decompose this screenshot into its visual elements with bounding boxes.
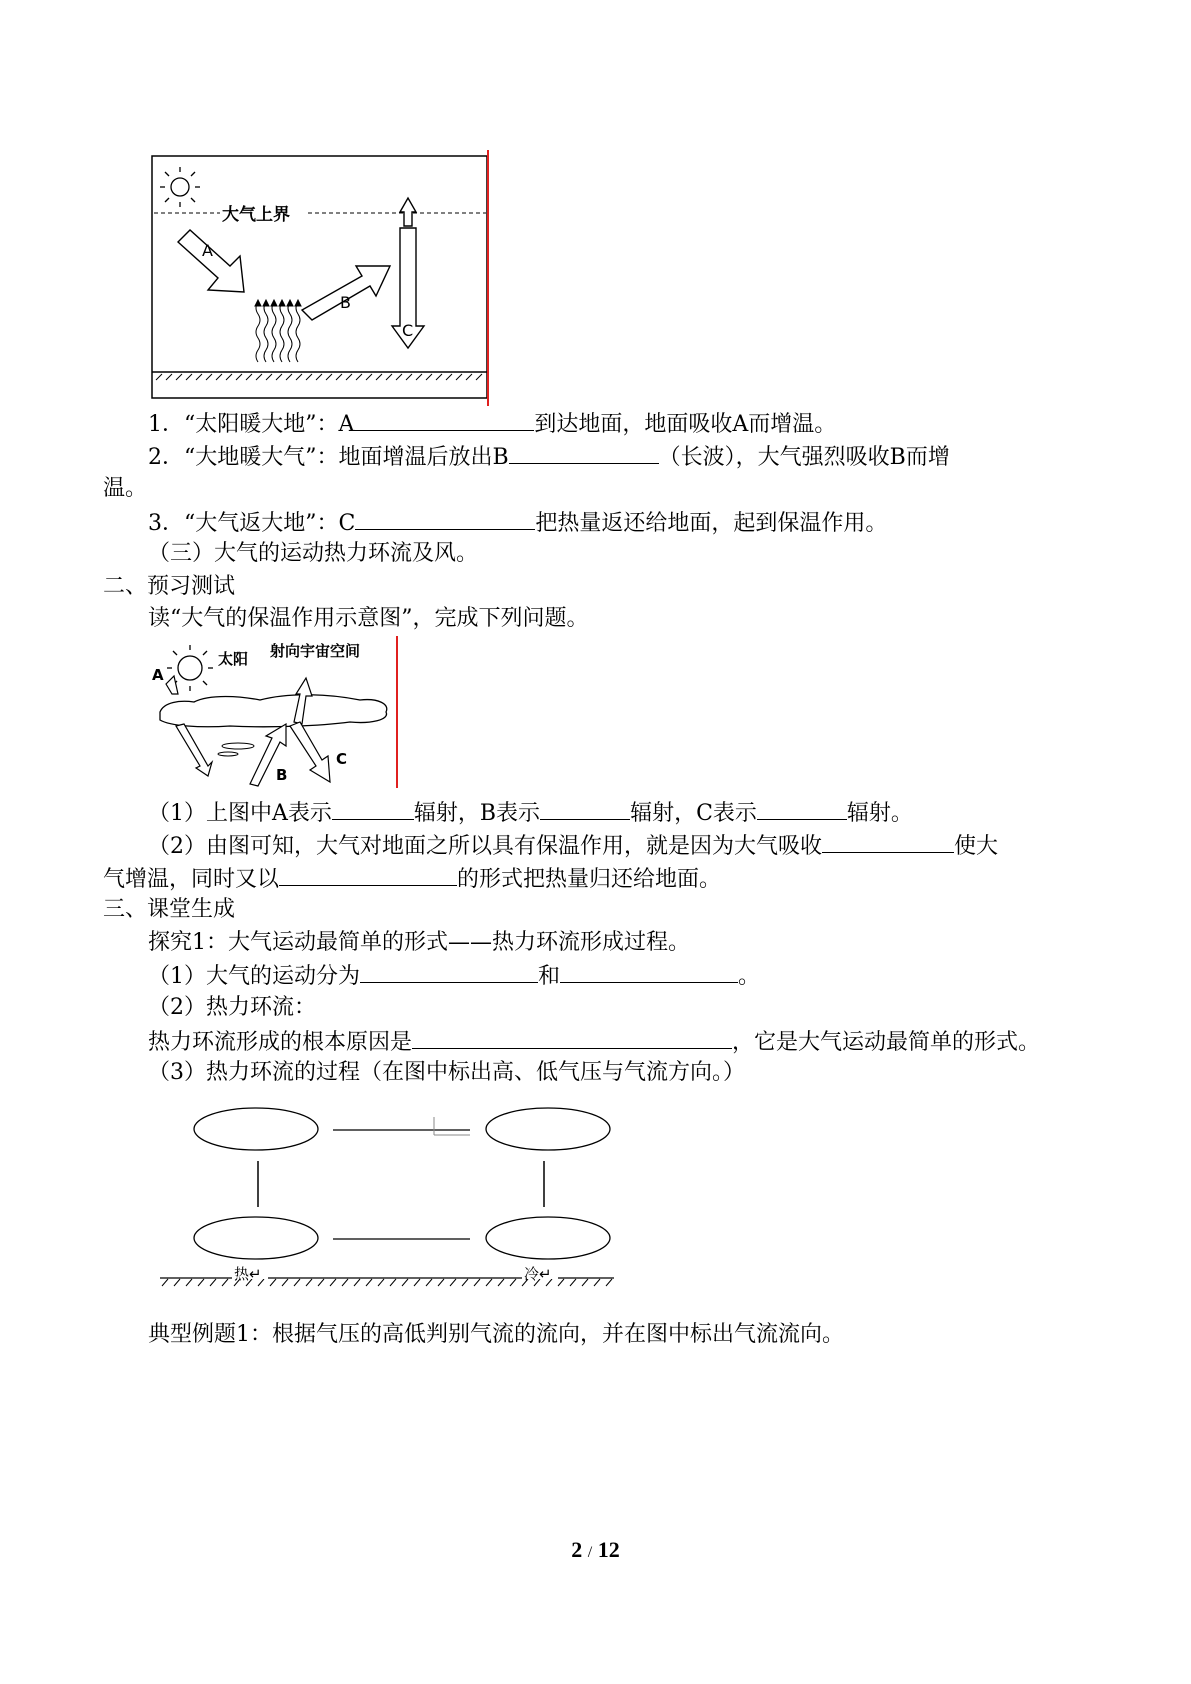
- answer-blank[interactable]: [757, 797, 847, 820]
- upper-boundary-label: 大气上界: [222, 205, 290, 225]
- class-question-2: （2）热力环流：: [148, 995, 316, 1020]
- arrow-c-icon: [290, 722, 330, 782]
- pressure-ellipse[interactable]: [194, 1217, 318, 1259]
- answer-blank[interactable]: [509, 441, 659, 464]
- hot-label: 热↵: [234, 1265, 262, 1283]
- sun-label: 太阳: [218, 650, 249, 668]
- question-3: 3．“大气返大地”：C 把热量返还给地面，起到保温作用。: [148, 507, 887, 539]
- question-2-wrap: 温。: [103, 476, 148, 501]
- answer-blank[interactable]: [822, 830, 954, 853]
- pressure-ellipse[interactable]: [486, 1108, 610, 1150]
- arrow-a-label: A: [152, 666, 164, 684]
- answer-blank[interactable]: [560, 960, 738, 983]
- subsection-three: （三）大气的运动热力环流及风。: [148, 541, 479, 566]
- pressure-ellipse[interactable]: [194, 1108, 318, 1150]
- class-question-3: （3）热力环流的过程（在图中标出高、低气压与气流方向。）: [148, 1060, 745, 1085]
- arrow-a-label: A: [202, 241, 213, 260]
- answer-blank[interactable]: [355, 507, 535, 530]
- class-question-1: （1）大气的运动分为 和 。: [148, 960, 760, 992]
- answer-blank[interactable]: [279, 863, 457, 886]
- greenhouse-effect-diagram: [150, 636, 410, 791]
- arrow-b-label: B: [340, 293, 351, 312]
- arrow-c-label: C: [402, 321, 414, 340]
- explore-1: 探究1：大气运动最简单的形式——热力环流形成过程。: [148, 930, 690, 955]
- answer-blank[interactable]: [332, 797, 414, 820]
- cloud-icon: [160, 695, 387, 727]
- question-1: 1．“太阳暖大地”：A 到达地面，地面吸收A而增温。: [148, 408, 836, 440]
- thermal-circulation-diagram: [158, 1105, 628, 1290]
- arrow-c-icon: [392, 198, 424, 348]
- arrow-b-label: B: [276, 766, 288, 784]
- answer-blank[interactable]: [354, 408, 534, 431]
- arrow-b-icon: [302, 266, 390, 320]
- heading-preview-test: 二、预习测试: [103, 574, 236, 599]
- preview-question-2-wrap: 气增温，同时又以 的形式把热量归还给地面。: [103, 863, 721, 895]
- heading-class: 三、课堂生成: [103, 897, 236, 922]
- pressure-ellipse[interactable]: [486, 1217, 610, 1259]
- class-question-2-line: 热力环流形成的根本原因是 ，它是大气运动最简单的形式。: [148, 1026, 1040, 1058]
- atmosphere-heating-diagram: [150, 150, 495, 410]
- page-number: 2 / 12: [571, 1537, 620, 1562]
- arrow-a-icon: [178, 230, 244, 292]
- question-2: 2．“大地暖大气”：地面增温后放出B （长波），大气强烈吸收B而增: [148, 441, 950, 473]
- answer-blank[interactable]: [360, 960, 538, 983]
- preview-instruction: 读“大气的保温作用示意图”，完成下列问题。: [148, 606, 589, 631]
- space-label: 射向宇宙空间: [270, 642, 361, 660]
- cold-label: 冷↵: [524, 1265, 552, 1283]
- answer-blank[interactable]: [540, 797, 630, 820]
- preview-question-2: （2）由图可知，大气对地面之所以具有保温作用，就是因为大气吸收 使大: [148, 830, 998, 862]
- ground-heat-radiation-icon: [255, 300, 301, 362]
- arrow-c-label: C: [336, 750, 348, 768]
- sun-icon: [160, 167, 200, 207]
- example-1: 典型例题1：根据气压的高低判别气流的流向，并在图中标出气流流向。: [148, 1322, 844, 1347]
- answer-blank[interactable]: [412, 1026, 732, 1049]
- preview-question-1: （1）上图中A表示 辐射，B表示 辐射，C表示 辐射。: [148, 797, 913, 829]
